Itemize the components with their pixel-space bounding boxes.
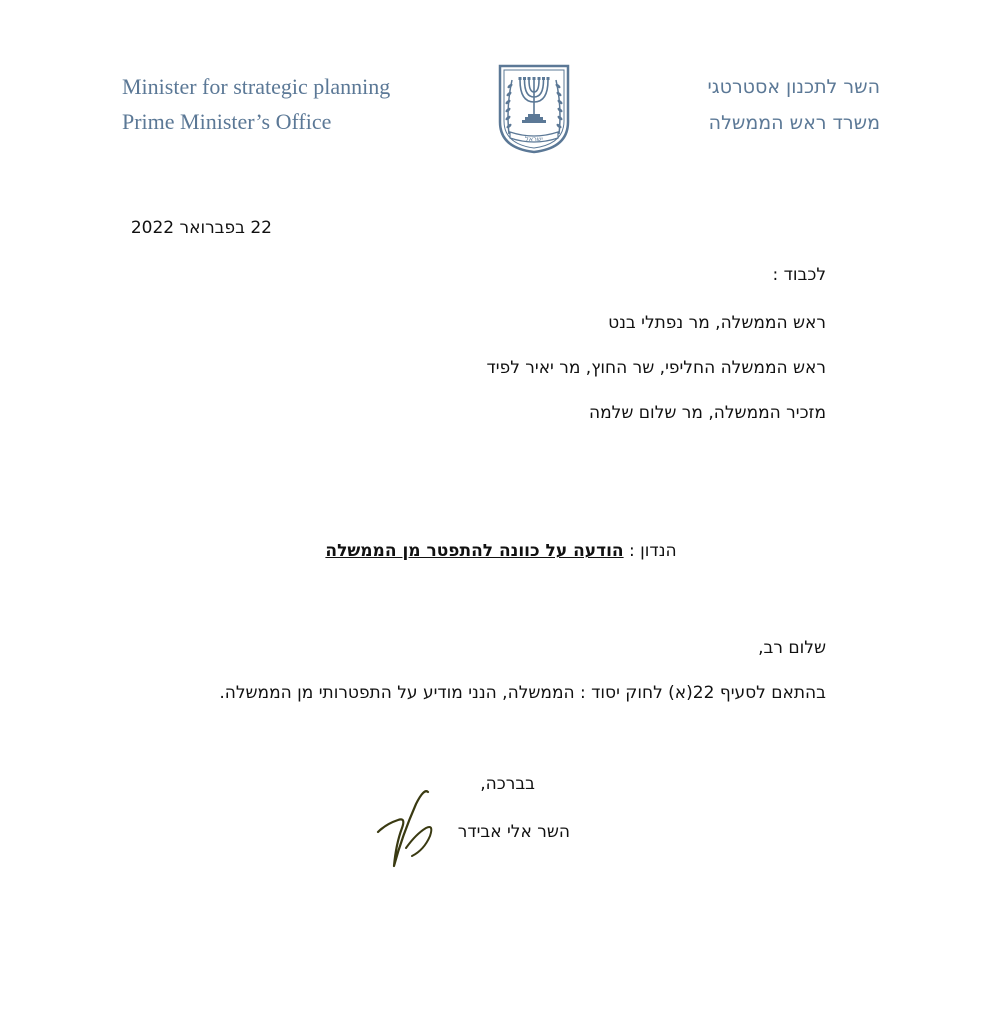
subject-value: הודעה על כוונה להתפטר מן הממשלה <box>325 541 624 561</box>
recipient-line: ראש הממשלה החליפי, שר החוץ, מר יאיר לפיד <box>486 358 826 378</box>
greeting: שלום רב, <box>758 638 826 658</box>
signature-icon <box>372 786 440 872</box>
salutation-label: לכבוד : <box>772 265 826 285</box>
letter-body: בהתאם לסעיף 22(א) לחוק יסוד : הממשלה, הנני מודיע על התפטרותי מן הממשלה. <box>219 683 826 703</box>
letterhead-english-line2: Prime Minister’s Office <box>122 109 332 134</box>
letterhead-hebrew-line1: השר לתכנון אסטרטגי <box>707 76 880 98</box>
subject-label: הנדון : <box>629 541 677 561</box>
subject-line <box>0 541 1002 561</box>
letterhead-hebrew-line2: משרד ראש הממשלה <box>708 112 880 134</box>
recipient-line: מזכיר הממשלה, מר שלום שלמה <box>589 403 826 423</box>
signer-name: השר אלי אבידר <box>457 822 570 842</box>
emblem-ribbon-text: ישראל <box>525 135 543 143</box>
letterhead-english-line1: Minister for strategic planning <box>122 74 391 99</box>
recipient-line: ראש הממשלה, מר נפתלי בנט <box>608 313 826 333</box>
letter-date: 22 בפברואר 2022 <box>130 218 272 238</box>
closing: בברכה, <box>480 774 535 794</box>
state-emblem-icon <box>496 62 572 154</box>
